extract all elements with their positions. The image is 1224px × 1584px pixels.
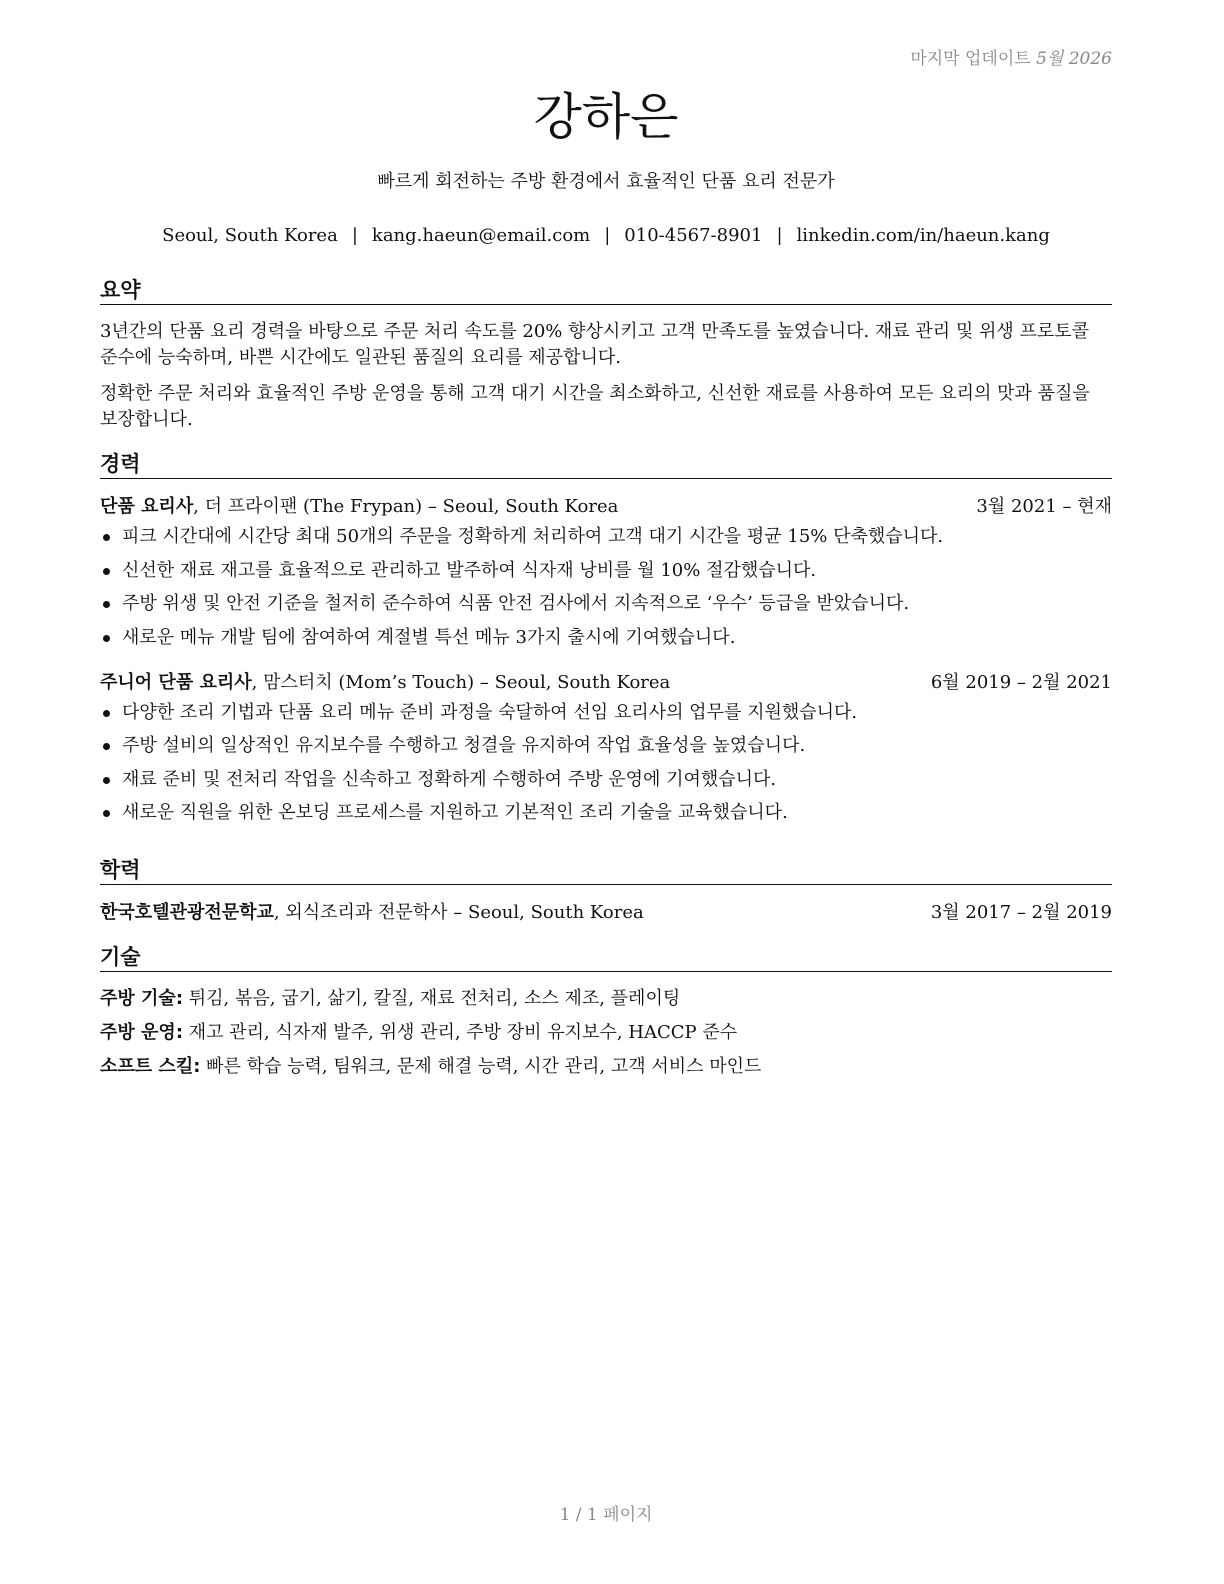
- section-title-experience: 경력: [100, 450, 1112, 479]
- skill-line: [100, 986, 1112, 1012]
- list-item: 새로운 메뉴 개발 팀에 참여하여 계절별 특선 메뉴 3가지 출시에 기여했습니다.: [100, 625, 1112, 651]
- summary-section: [100, 276, 1112, 433]
- separator: |: [351, 225, 358, 246]
- skill-label: 주방 운영:: [100, 1022, 184, 1043]
- list-item: 재료 준비 및 전처리 작업을 신속하고 정확하게 수행하여 주방 운영에 기여했습니다.: [100, 767, 1112, 793]
- job-entry: [100, 494, 1112, 651]
- section-title-skills: 기술: [100, 943, 1112, 972]
- tagline: 빠르게 회전하는 주방 환경에서 효율적인 단품 요리 전문가: [377, 171, 835, 192]
- education-section: [100, 856, 1112, 926]
- summary-paragraph: 3년간의 단품 요리 경력을 바탕으로 주문 처리 속도를 20% 향상시키고 고객 만족도를 높였습니다. 재료 관리 및 위생 프로토콜 준수에 능숙하며, 바쁜 시간에도 일관된 품질의 요리를 제공합니다.: [100, 321, 1090, 368]
- skill-line: [100, 1054, 1112, 1080]
- job-role: 단품 요리사: [100, 496, 194, 517]
- section-title-education: 학력: [100, 856, 1112, 885]
- contact-line: [100, 224, 1112, 248]
- job-role: 주니어 단품 요리사: [100, 671, 252, 693]
- skill-value: 튀김, 볶음, 굽기, 삶기, 칼질, 재료 전처리, 소스 제조, 플레이팅: [183, 988, 681, 1009]
- school-name: 한국호텔관광전문학교: [100, 902, 274, 923]
- list-item: 주방 설비의 일상적인 유지보수를 수행하고 청결을 유지하여 작업 효율성을 높였습니다.: [100, 733, 1112, 759]
- list-item: 피크 시간대에 시간당 최대 50개의 주문을 정확하게 처리하여 고객 대기 시간을 평균 15% 단축했습니다.: [100, 524, 1112, 550]
- list-item: 신선한 재료 재고를 효율적으로 관리하고 발주하여 식자재 낭비를 월 10% 절감했습니다.: [100, 558, 1112, 584]
- job-company: , 더 프라이팬 (The Frypan) – Seoul, South Korea: [193, 496, 619, 517]
- degree: , 외식조리과 전문학사 – Seoul, South Korea: [273, 902, 644, 923]
- education-dates: 3월 2017 – 2월 2019: [930, 902, 1112, 923]
- job-bullets: [100, 700, 1112, 827]
- linkedin-link[interactable]: linkedin.com/in/haeun.kang: [796, 225, 1050, 246]
- email-link[interactable]: kang.haeun@email.com: [371, 225, 591, 246]
- summary-paragraph: 정확한 주문 처리와 효율적인 주방 운영을 통해 고객 대기 시간을 최소화하고, 신선한 재료를 사용하여 모든 요리의 맛과 품질을 보장합니다.: [100, 383, 1090, 430]
- job-company: , 맘스터치 (Mom’s Touch) – Seoul, South Korea: [251, 671, 671, 693]
- page-number: 1 / 1 페이지: [559, 1505, 653, 1525]
- job-header: [100, 494, 1112, 520]
- education-entry: [100, 900, 1112, 926]
- list-item: 새로운 직원을 위한 온보딩 프로세스를 지원하고 기본적인 조리 기술을 교육했습니다.: [100, 800, 1112, 826]
- skill-label: 소프트 스킬:: [100, 1056, 201, 1077]
- skill-line: [100, 1020, 1112, 1046]
- job-bullets: [100, 524, 1112, 651]
- list-item: 주방 위생 및 안전 기준을 철저히 준수하여 식품 안전 검사에서 지속적으로 ‘우수’ 등급을 받았습니다.: [100, 591, 1112, 617]
- job-dates: 3월 2021 – 현재: [976, 496, 1112, 517]
- separator: |: [776, 225, 783, 246]
- job-header: [100, 670, 1112, 696]
- job-dates: 6월 2019 – 2월 2021: [930, 671, 1112, 693]
- skills-section: [100, 943, 1112, 1088]
- phone-number: 010-4567-8901: [624, 225, 763, 246]
- job-entry: [100, 670, 1112, 827]
- list-item: 다양한 조리 기법과 단품 요리 메뉴 준비 과정을 숙달하여 선임 요리사의 업무를 지원했습니다.: [100, 700, 1112, 726]
- skill-value: 재고 관리, 식자재 발주, 위생 관리, 주방 장비 유지보수, HACCP 준수: [183, 1022, 738, 1043]
- last-updated: 마지막 업데이트 5월 2026: [910, 49, 1112, 69]
- experience-section: [100, 450, 1112, 834]
- skill-label: 주방 기술:: [100, 988, 184, 1009]
- location: Seoul, South Korea: [162, 225, 338, 246]
- skill-value: 빠른 학습 능력, 팀워크, 문제 해결 능력, 시간 관리, 고객 서비스 마인드: [200, 1056, 762, 1077]
- separator: |: [604, 225, 611, 246]
- resume-page: [100, 0, 1112, 1584]
- section-title-summary: 요약: [100, 276, 1112, 305]
- candidate-name: 강하은: [533, 88, 679, 146]
